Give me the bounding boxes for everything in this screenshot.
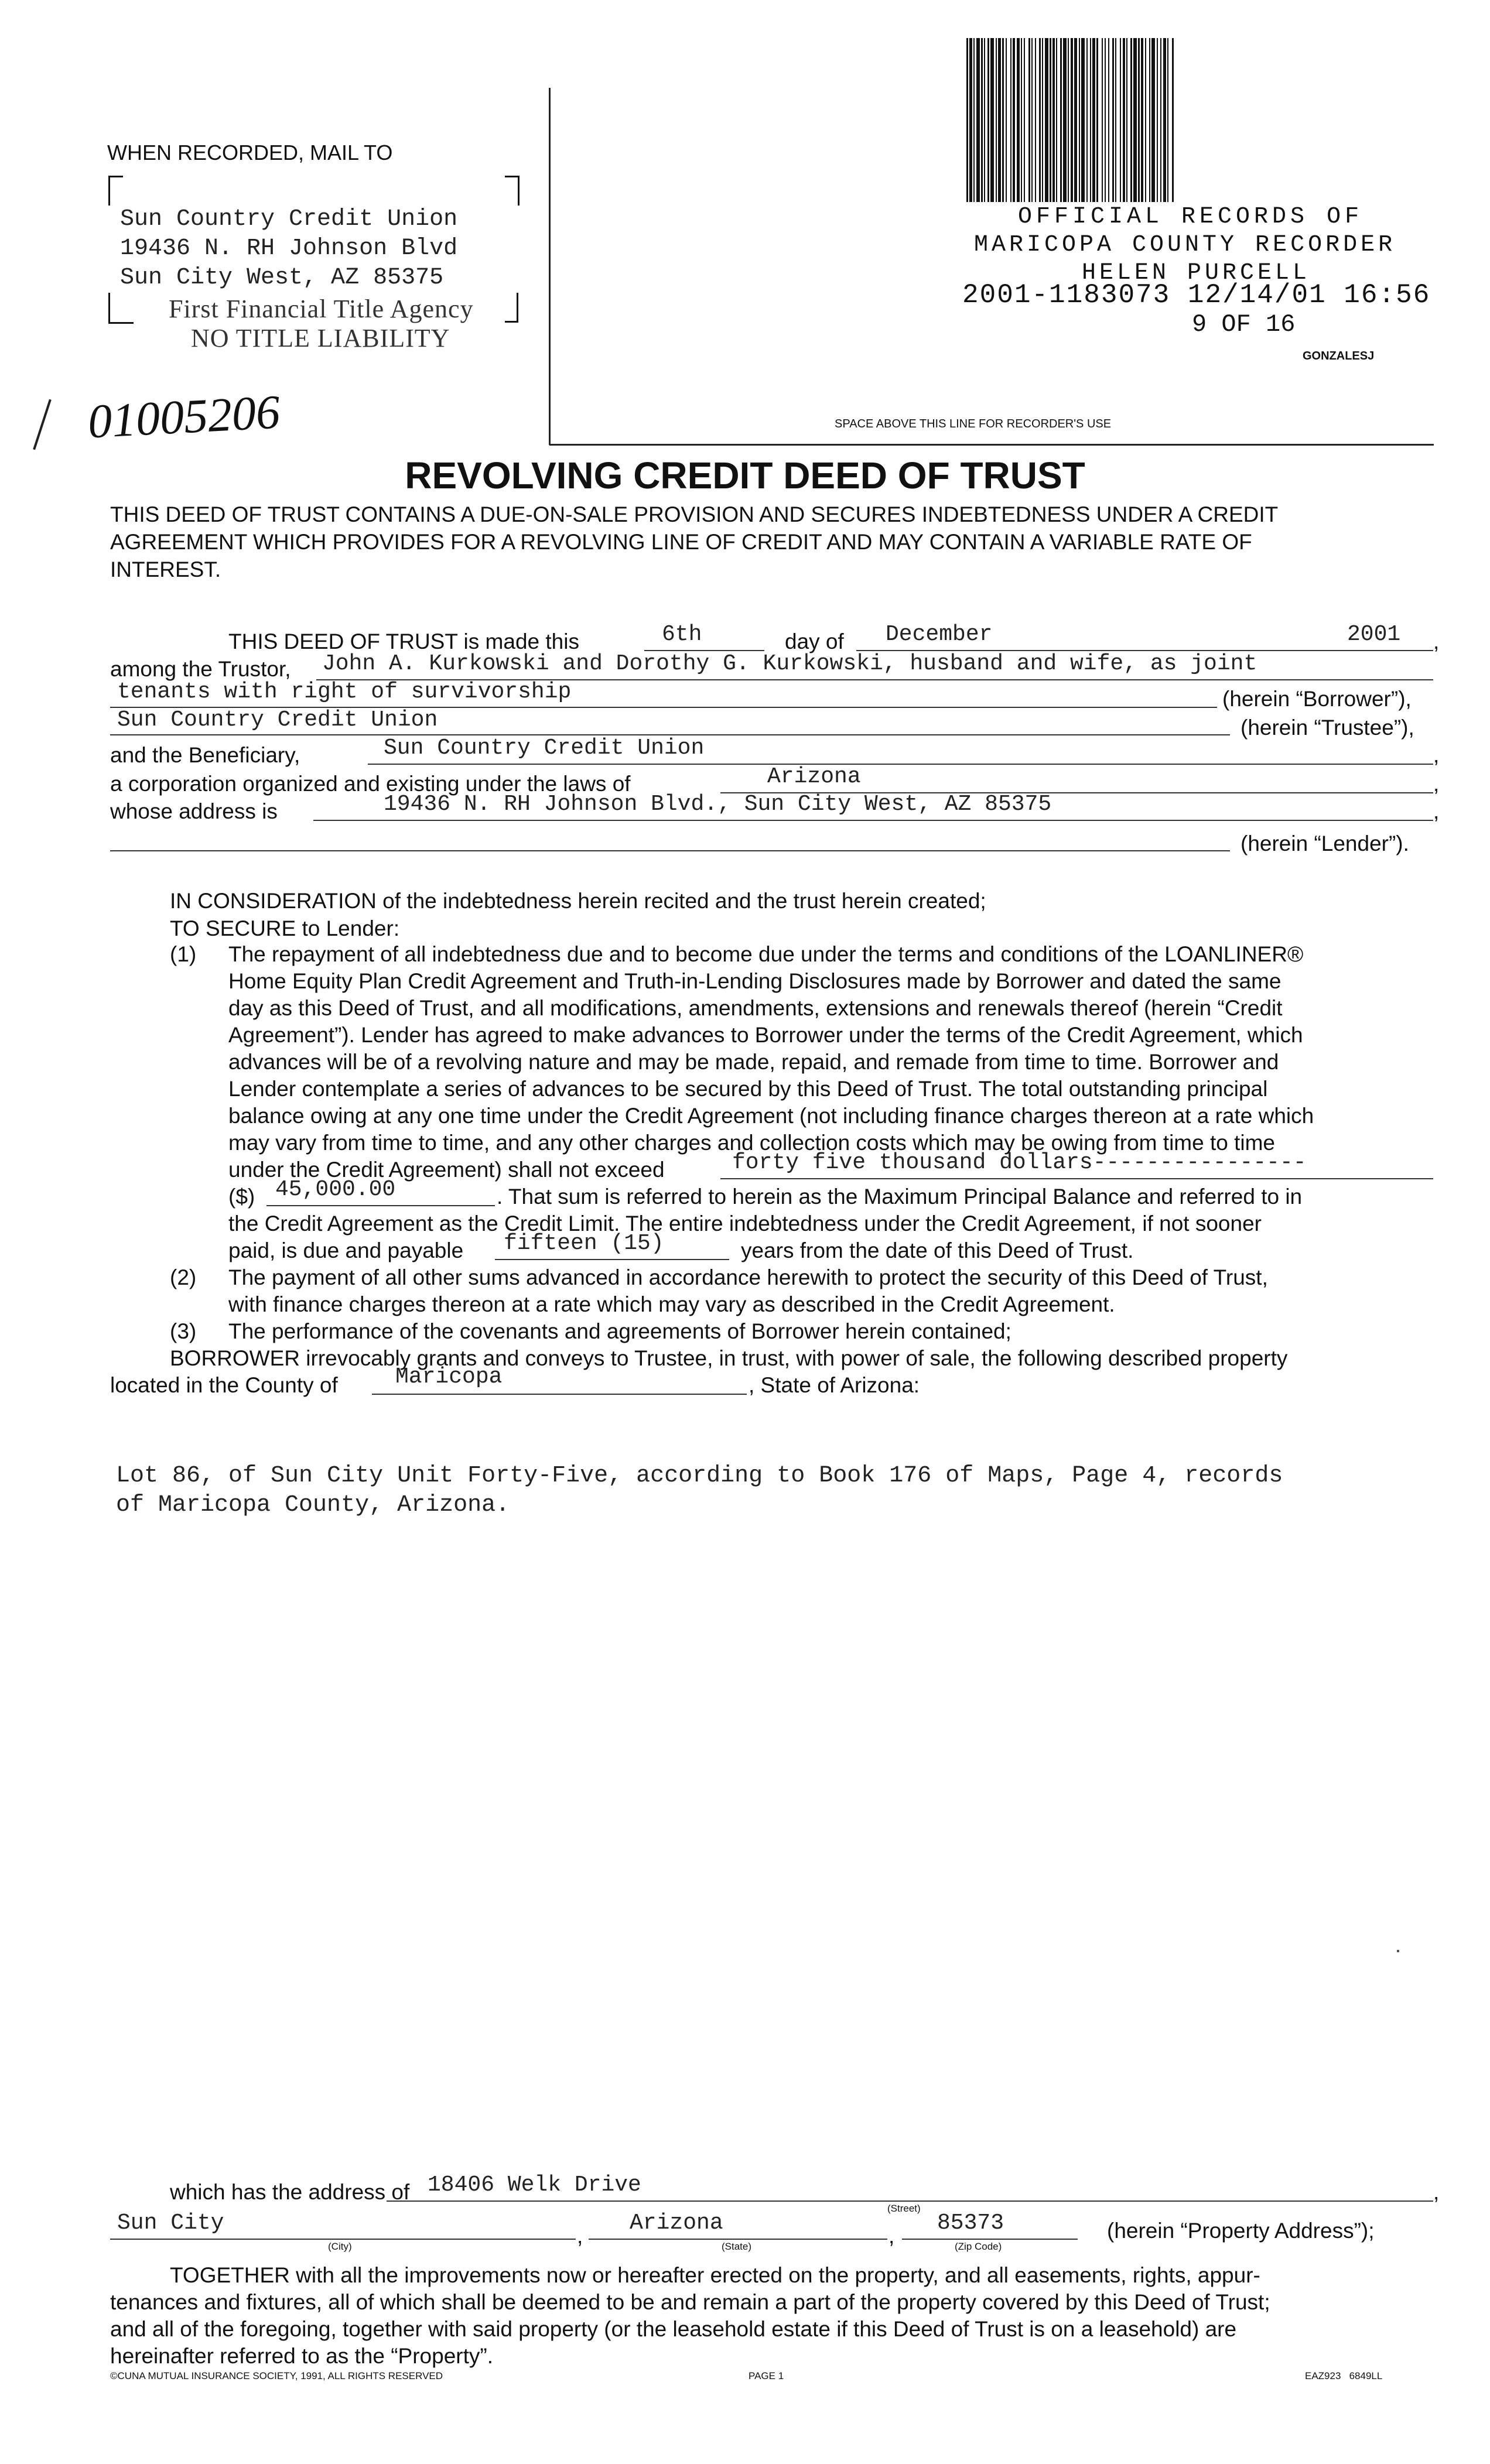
city-underline (110, 2239, 576, 2240)
city-caption: (City) (328, 2241, 352, 2252)
recorder-line: MARICOPA COUNTY RECORDER (974, 232, 1396, 258)
corporation-label: a corporation organized and existing under the laws of (110, 772, 631, 796)
intro-line: THIS DEED OF TRUST CONTAINS A DUE-ON-SALE PROVISION AND SECURES INDEBTEDNESS UNDER A CREDIT (110, 502, 1279, 526)
mail-to-heading: WHEN RECORDED, MAIL TO (107, 141, 393, 165)
beneficiary-value: Sun Country Credit Union (384, 735, 705, 761)
together-line: tenances and fixtures, all of which shall be deemed to be and remain a part of the property covered by this Deed of Trust; (110, 2290, 1270, 2314)
payable-after: years from the date of this Deed of Trust. (741, 1238, 1134, 1262)
bracket-bottom-right (505, 293, 518, 323)
day-value: 6th (662, 622, 702, 647)
comma: , (1433, 772, 1440, 796)
item1-line: may vary from time to time, and any other charges and collection costs which may be owing from time to time (228, 1131, 1276, 1155)
herein-borrower-label: (herein “Borrower”), (1222, 687, 1412, 711)
trustee-value: Sun Country Credit Union (117, 707, 438, 733)
no-title-liability-stamp: NO TITLE LIABILITY (191, 324, 450, 353)
item2-line: with finance charges thereon at a rate which may vary as described in the Credit Agreement. (228, 1292, 1115, 1316)
bracket-top-left (108, 176, 123, 206)
together-line: TOGETHER with all the improvements now or hereafter erected on the property, and all easements, rights, appur- (170, 2263, 1260, 2287)
recorder-space-note: SPACE ABOVE THIS LINE FOR RECORDER'S USE (835, 417, 1112, 430)
intro-line: AGREEMENT WHICH PROVIDES FOR A REVOLVING LINE OF CREDIT AND MAY CONTAIN A VARIABLE RATE OF (110, 530, 1252, 554)
item1-line: Lender contemplate a series of advances to be secured by this Deed of Trust. The total outstanding principal (228, 1077, 1268, 1101)
herein-trustee-label: (herein “Trustee”), (1240, 716, 1414, 740)
item1-line: Agreement”). Lender has agreed to make advances to Borrower under the terms of the Credit Agreement, which (228, 1023, 1303, 1047)
consideration-line: IN CONSIDERATION of the indebtedness herein recited and the trust herein created; (170, 889, 986, 913)
year-value: 2001 (1347, 622, 1401, 647)
recorder-clerk: GONZALESJ (1303, 350, 1375, 362)
item-number: (1) (170, 942, 197, 966)
mail-to-line: 19436 N. RH Johnson Blvd (120, 235, 458, 262)
address-underline (313, 820, 1433, 821)
street-caption: (Street) (887, 2203, 921, 2214)
handwritten-slash (33, 399, 52, 450)
header-divider (549, 88, 551, 445)
address-value: 19436 N. RH Johnson Blvd., Sun City West, AZ 85375 (384, 792, 1052, 817)
dollar-label: ($) (228, 1185, 255, 1209)
together-line: and all of the foregoing, together with said property (or the leasehold estate if this Deed of Trust is on a leasehold) are (110, 2317, 1237, 2341)
comma: , (1433, 629, 1440, 653)
comma: , (1433, 743, 1440, 767)
scan-speck (1397, 1950, 1399, 1952)
herein-property-address: (herein “Property Address”); (1107, 2219, 1375, 2243)
item1-line: balance owing at any one time under the Credit Agreement (not including finance charges thereon at a rate which (228, 1104, 1314, 1128)
recording-number: 2001-1183073 12/14/01 16:56 (962, 280, 1431, 310)
payable-underline (495, 1259, 729, 1260)
bracket-top-right (505, 176, 520, 206)
mail-to-line: Sun City West, AZ 85375 (120, 265, 444, 291)
zip-caption: (Zip Code) (955, 2241, 1002, 2252)
dollar-underline (266, 1205, 495, 1206)
title-agency-stamp: First Financial Title Agency (169, 295, 474, 323)
city-value: Sun City (117, 2210, 224, 2236)
trustor-value: John A. Kurkowski and Dorothy G. Kurkowski, husband and wife, as joint (322, 651, 1257, 676)
item1-line: The repayment of all indebtedness due and to become due under the terms and conditions of the LOANLINER® (228, 942, 1304, 966)
legal-description-line: of Maricopa County, Arizona. (116, 1492, 510, 1518)
together-line: hereinafter referred to as the “Property”. (110, 2344, 493, 2368)
item-number: (3) (170, 1319, 197, 1343)
item1-line: advances will be of a revolving nature and may be made, repaid, and remade from time to time. Borrower and (228, 1050, 1279, 1074)
day-of-label: day of (785, 629, 844, 653)
address-label: whose address is (110, 799, 278, 823)
county-value: Maricopa (395, 1364, 503, 1390)
beneficiary-underline (368, 764, 1433, 765)
to-secure-line: TO SECURE to Lender: (170, 916, 400, 940)
made-this-label: THIS DEED OF TRUST is made this (228, 629, 579, 653)
zip-underline (902, 2239, 1078, 2240)
year-underline (1304, 650, 1433, 651)
recorder-page-count: 9 OF 16 (1192, 310, 1296, 338)
handwritten-file-number: 01005206 (86, 385, 282, 449)
max-principal-words: forty five thousand dollars---------------- (732, 1150, 1307, 1175)
item3-line: The performance of the covenants and agreements of Borrower herein contained; (228, 1319, 1011, 1343)
item1-line: day as this Deed of Trust, and all modifications, amendments, extensions and renewals thereof (herein “Credit (228, 996, 1283, 1020)
bracket-bottom-left (108, 293, 134, 324)
county-underline (372, 1394, 747, 1395)
item2-line: The payment of all other sums advanced in accordance herewith to protect the security of this Deed of Trust, (228, 1265, 1268, 1289)
comma: , (1433, 799, 1440, 823)
grants-line: BORROWER irrevocably grants and conveys to Trustee, in trust, with power of sale, the following described property (170, 1346, 1288, 1370)
street-value: 18406 Welk Drive (428, 2172, 641, 2198)
beneficiary-label: and the Beneficiary, (110, 743, 300, 767)
county-after: , State of Arizona: (749, 1373, 920, 1397)
state-value: Arizona (767, 764, 861, 789)
mail-to-line: Sun Country Credit Union (120, 206, 458, 232)
trustor-value-2: tenants with right of survivorship (117, 679, 572, 704)
comma: , (1433, 2180, 1440, 2204)
state-caption: (State) (722, 2241, 752, 2252)
recorder-line: OFFICIAL RECORDS OF (1018, 204, 1363, 230)
not-exceed-underline (720, 1178, 1433, 1179)
dollar-after: . That sum is referred to herein as the Maximum Principal Balance and referred to in (497, 1185, 1303, 1209)
county-label: located in the County of (110, 1373, 338, 1397)
barcode-image (966, 38, 1403, 202)
document-title: REVOLVING CREDIT DEED OF TRUST (405, 454, 1085, 497)
recorder-line-rule (549, 444, 1434, 446)
recorder-line: HELEN PURCELL (1082, 260, 1311, 286)
item1-line: Home Equity Plan Credit Agreement and Truth-in-Lending Disclosures made by Borrower and dated the same (228, 969, 1281, 993)
comma: , (888, 2224, 895, 2248)
copyright-notice: ©CUNA MUTUAL INSURANCE SOCIETY, 1991, ALL RIGHTS RESERVED (110, 2370, 443, 2381)
herein-lender-label: (herein “Lender”). (1240, 831, 1409, 855)
not-exceed-label: under the Credit Agreement) shall not exceed (228, 1158, 665, 1182)
item1-line: the Credit Agreement as the Credit Limit. The entire indebtedness under the Credit Agreement, if not sooner (228, 1212, 1262, 1236)
max-principal-amount: 45,000.00 (275, 1177, 396, 1202)
item-number: (2) (170, 1265, 197, 1289)
property-address-label: which has the address of (170, 2180, 410, 2204)
state-underline-2 (589, 2239, 887, 2240)
page-number: PAGE 1 (749, 2370, 784, 2381)
legal-description-line: Lot 86, of Sun City Unit Forty-Five, according to Book 176 of Maps, Page 4, records (116, 1463, 1283, 1489)
payable-label: paid, is due and payable (228, 1238, 464, 1262)
trustor-label: among the Trustor, (110, 657, 291, 681)
month-value: December (886, 622, 993, 647)
street-underline (387, 2201, 1433, 2202)
zip-value: 85373 (937, 2210, 1004, 2236)
intro-line: INTEREST. (110, 557, 221, 581)
property-state-value: Arizona (630, 2210, 723, 2236)
comma: , (577, 2224, 583, 2248)
form-number: EAZ923 6849LL (1305, 2370, 1383, 2381)
address-underline-2 (110, 850, 1230, 851)
term-years-value: fifteen (15) (504, 1231, 664, 1256)
